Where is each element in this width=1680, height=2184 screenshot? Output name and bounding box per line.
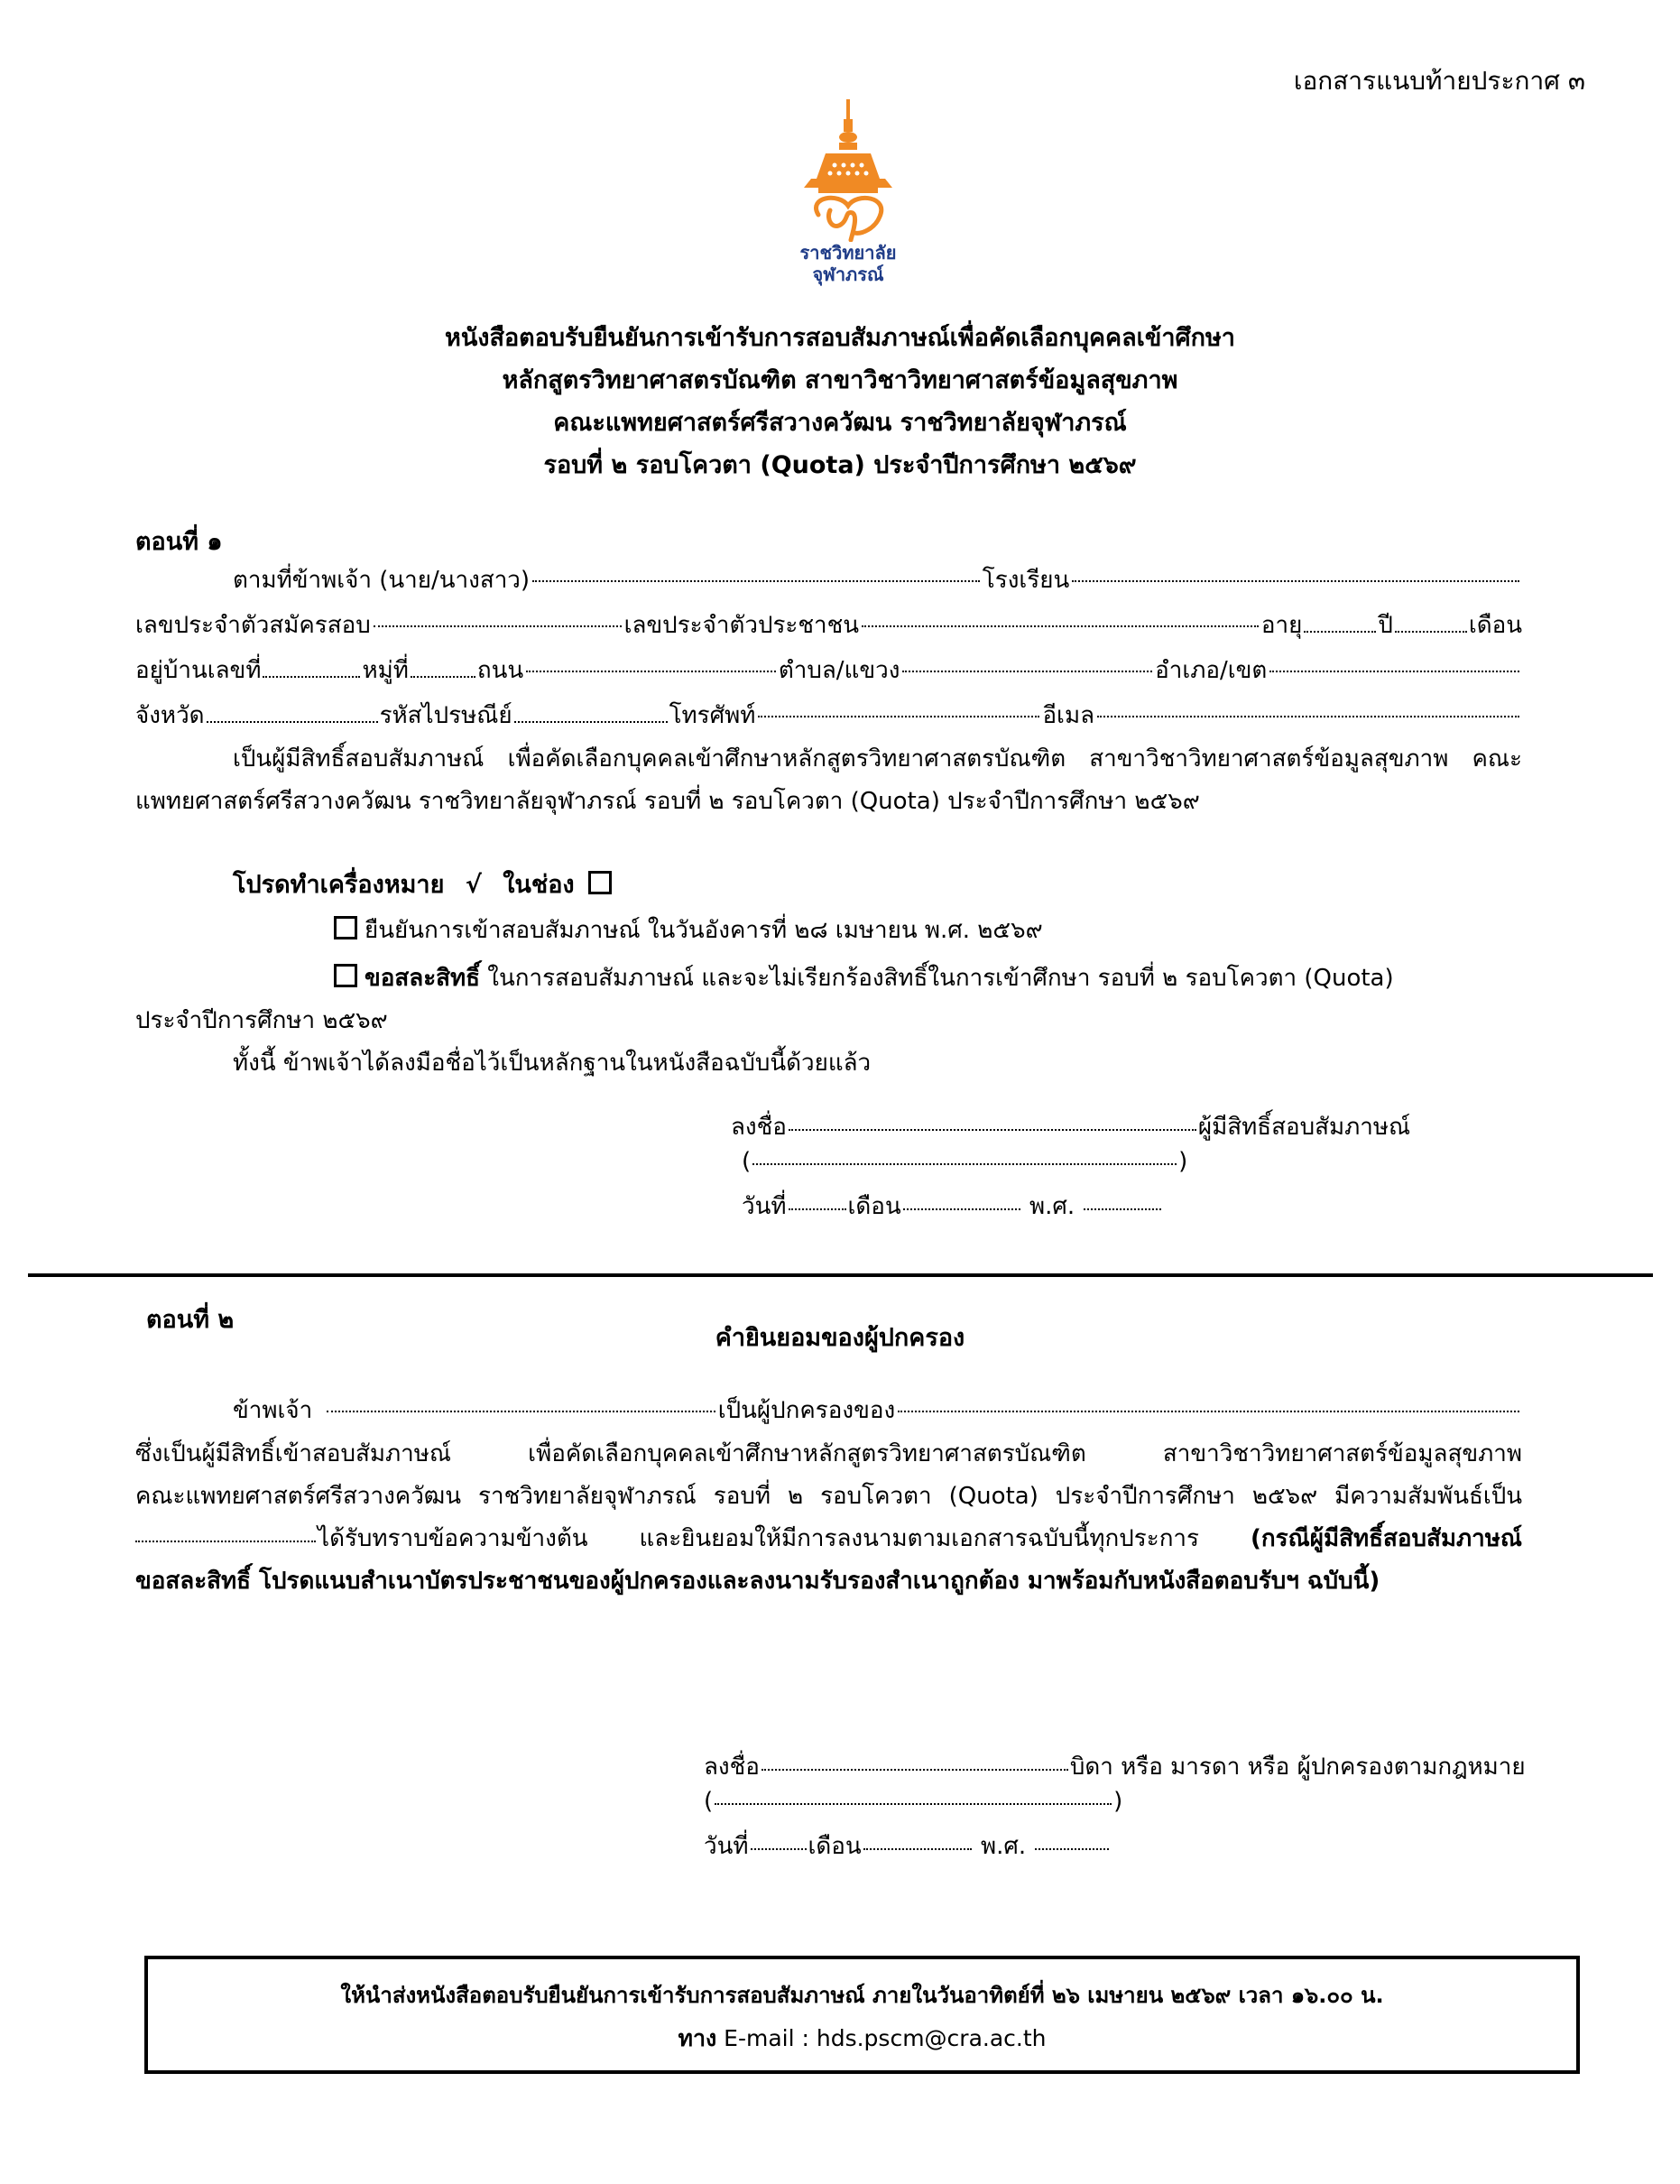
waive-checkbox[interactable] [334,964,357,987]
logo-text-line2: จุฬาภรณ์ [812,264,884,285]
part2-printed-name [704,1788,1122,1815]
year-field[interactable] [1035,1848,1109,1850]
waive-label: ในการสอบสัมภาษณ์ และจะไม่เรียกร้องสิทธิ์ในการเข้าศึกษา รอบที่ ๒ รอบโควตา (Quota) [480,965,1394,992]
postcode-field[interactable] [514,721,668,723]
part2-statement [135,1433,1522,1603]
day-label: วันที่ [742,1193,787,1220]
submission-deadline: ให้นำส่งหนังสือตอบรับยืนยันการเข้ารับการสอบสัมภาษณ์ ภายในวันอาทิตย์ที่ ๒๖ เมษายน ๒๕๖๙ เวลา ๑๖.๐๐ น. [340,1983,1384,2008]
part2-date-line [704,1828,1111,1865]
waive-label-cont: ประจำปีการศึกษา ๒๕๖๙ [135,1007,388,1034]
subdistrict-field[interactable] [902,671,1152,672]
part2-statement-line: ซึ่งเป็นผู้มีสิทธิ์เข้าสอบสัมภาษณ์ เพื่อคัดเลือกบุคคลเข้าศึกษาหลักสูตรวิทยาศาสตรบัณฑิต สาขาวิชาวิทยาศาสตร์ข้อมูลสุขภาพ [135,1440,1522,1467]
applicant-id-field[interactable] [374,625,622,627]
close-paren: ) [1113,1788,1123,1815]
part2-statement-line: คณะแพทยศาสตร์ศรีสวางควัฒน ราชวิทยาลัยจุฬาภรณ์ รอบที่ ๒ รอบโควตา (Quota) ประจำปีการศึกษา ๒๕๖๙ มีความสัมพันธ์เป็น [135,1483,1522,1510]
part2-heading: ตอนที่ ๒ [146,1306,235,1334]
month-field[interactable] [863,1848,972,1850]
part1-heading: ตอนที่ ๑ [135,528,223,556]
province-label: จังหวัด [135,702,205,729]
applicant-id-label: เลขประจำตัวสมัครสอบ [135,612,371,639]
waive-label-bold: ขอสละสิทธิ์ [365,965,481,992]
open-paren: ( [704,1788,714,1815]
guardian-name-field[interactable] [327,1411,715,1412]
district-label: อำเภอ/เขต [1155,657,1268,684]
moo-label: หมู่ที่ [362,657,409,684]
citizen-id-field[interactable] [862,625,1259,627]
age-months-field[interactable] [1395,631,1467,633]
moo-field[interactable] [411,676,475,678]
signer-role: บิดา หรือ มารดา หรือ ผู้ปกครองตามกฎหมาย [1069,1754,1526,1781]
instruction-prefix: โปรดทำเครื่องหมาย [233,871,445,899]
part2-consent-line [135,1518,1522,1560]
contact-row [135,697,1522,734]
postcode-label: รหัสไปรษณีย์ [379,702,512,729]
district-field[interactable] [1269,671,1519,672]
check-mark-icon: √ [465,871,482,899]
title-line: หลักสูตรวิทยาศาสตรบัณฑิต สาขาวิชาวิทยาศาสตร์ข้อมูลสุขภาพ [502,366,1178,394]
logo-text-line1: ราชวิทยาลัย [799,242,897,264]
id-age-row [135,606,1522,643]
applicant-signature-field[interactable] [789,1129,1196,1131]
checkbox-sample-icon [588,871,612,894]
sign-label: ลงชื่อ [731,1114,787,1141]
guardian-row [233,1392,1522,1429]
part2-title: คำยินยอมของผู้ปกครอง [715,1324,965,1352]
guardian-label: ข้าพเจ้า [233,1397,313,1424]
part2-signature-line [704,1748,1526,1785]
school-label: โรงเรียน [982,567,1070,594]
section-divider [28,1273,1653,1277]
province-field[interactable] [207,721,378,723]
royal-crown-emblem-icon [798,97,898,242]
phone-field[interactable] [758,716,1039,717]
month-label: เดือน [847,1193,901,1220]
ward-name-field[interactable] [898,1411,1519,1412]
day-field[interactable] [789,1208,846,1210]
signer-role: ผู้มีสิทธิ์สอบสัมภาษณ์ [1197,1114,1411,1141]
part1-statement-text: เป็นผู้มีสิทธิ์สอบสัมภาษณ์ เพื่อคัดเลือกบุคคลเข้าศึกษาหลักสูตรวิทยาศาสตรบัณฑิต สาขาวิชาวิทยาศาสตร์ข้อมูลสุขภาพ คณะแพทยศาสตร์ศรีสวางควัฒน ราชวิทยาลัยจุฬาภรณ์ รอบที่ ๒ รอบโควตา (Quota) ประจำปีการศึกษา ๒๕๖๙ [135,745,1522,815]
part1-statement [135,738,1522,823]
part1-closing: ทั้งนี้ ข้าพเจ้าได้ลงมือชื่อไว้เป็นหลักฐานในหนังสือฉบับนี้ด้วยแล้ว [233,1050,872,1077]
option-waive[interactable] [334,959,1522,996]
part1-date-line [742,1188,1163,1225]
day-label: วันที่ [704,1833,749,1860]
guardian-signature-field[interactable] [762,1769,1068,1771]
name-field[interactable] [532,580,980,582]
road-label: ถนน [476,657,524,684]
age-label: อายุ [1260,612,1303,639]
relationship-field[interactable] [135,1541,316,1542]
mark-instruction [233,865,619,903]
title-line: รอบที่ ๒ รอบโควตา (Quota) ประจำปีการศึกษา ๒๕๖๙ [543,451,1137,479]
confirm-label: ยืนยันการเข้าสอบสัมภาษณ์ ในวันอังคารที่ ๒๘ เมษายน พ.ศ. ๒๕๖๙ [365,917,1043,944]
open-paren: ( [742,1148,752,1175]
part1-signature-line [731,1108,1410,1145]
part1-printed-name [742,1148,1187,1175]
consent-text: ได้รับทราบข้อความข้างต้น และยินยอมให้มีการลงนามตามเอกสารฉบับนี้ทุกประการ [318,1525,1199,1552]
school-field[interactable] [1072,580,1519,582]
house-no-label: อยู่บ้านเลขที่ [135,657,262,684]
road-field[interactable] [526,671,776,672]
phone-label: โทรศัพท์ [669,702,756,729]
age-month-unit: เดือน [1468,612,1522,639]
day-field[interactable] [751,1848,807,1850]
email-prefix: ทาง [678,2025,717,2051]
name-label: ตามที่ข้าพเจ้า (นาย/นางสาว) [233,567,531,594]
guardian-printed-name-field[interactable] [715,1803,1112,1805]
confirm-checkbox[interactable] [334,916,357,939]
age-years-field[interactable] [1304,631,1376,633]
waiver-note-end: ขอสละสิทธิ์ โปรดแนบสำเนาบัตรประชาชนของผู้ปกครองและลงนามรับรองสำเนาถูกต้อง มาพร้อมกับหนังสือตอบรับฯ ฉบับนี้) [135,1568,1380,1595]
name-school-row [233,561,1522,598]
sign-label: ลงชื่อ [704,1754,760,1781]
email-label: อีเมล [1042,702,1095,729]
title-line: คณะแพทยศาสตร์ศรีสวางควัฒน ราชวิทยาลัยจุฬาภรณ์ [553,409,1127,437]
instruction-suffix: ในช่อง [503,871,575,899]
annex-label: เอกสารแนบท้ายประกาศ ๓ [1293,66,1585,96]
address-row [135,652,1522,689]
house-no-field[interactable] [263,676,360,678]
month-field[interactable] [903,1208,1020,1210]
waiver-note-start: (กรณีผู้มีสิทธิ์สอบสัมภาษณ์ [1251,1525,1522,1552]
submission-email[interactable]: E-mail : hds.pscm@cra.ac.th [716,2025,1047,2051]
email-field[interactable] [1097,716,1519,717]
year-label: พ.ศ. [1029,1193,1075,1220]
year-field[interactable] [1084,1208,1161,1210]
citizen-id-label: เลขประจำตัวประชาชน [623,612,860,639]
close-paren: ) [1178,1148,1188,1175]
submission-email-line [148,2021,1576,2057]
age-year-unit: ปี [1378,612,1393,639]
month-label: เดือน [808,1833,862,1860]
submission-notice-box [144,1956,1580,2074]
logo [776,97,920,296]
subdistrict-label: ตำบล/แขวง [778,657,900,684]
applicant-printed-name-field[interactable] [752,1163,1177,1165]
option-confirm[interactable] [334,912,1043,949]
year-label: พ.ศ. [980,1833,1027,1860]
title-line: หนังสือตอบรับยืนยันการเข้ารับการสอบสัมภาษณ์เพื่อคัดเลือกบุคคลเข้าศึกษา [445,324,1235,352]
guardian-of-label: เป็นผู้ปกครองของ [717,1397,896,1424]
